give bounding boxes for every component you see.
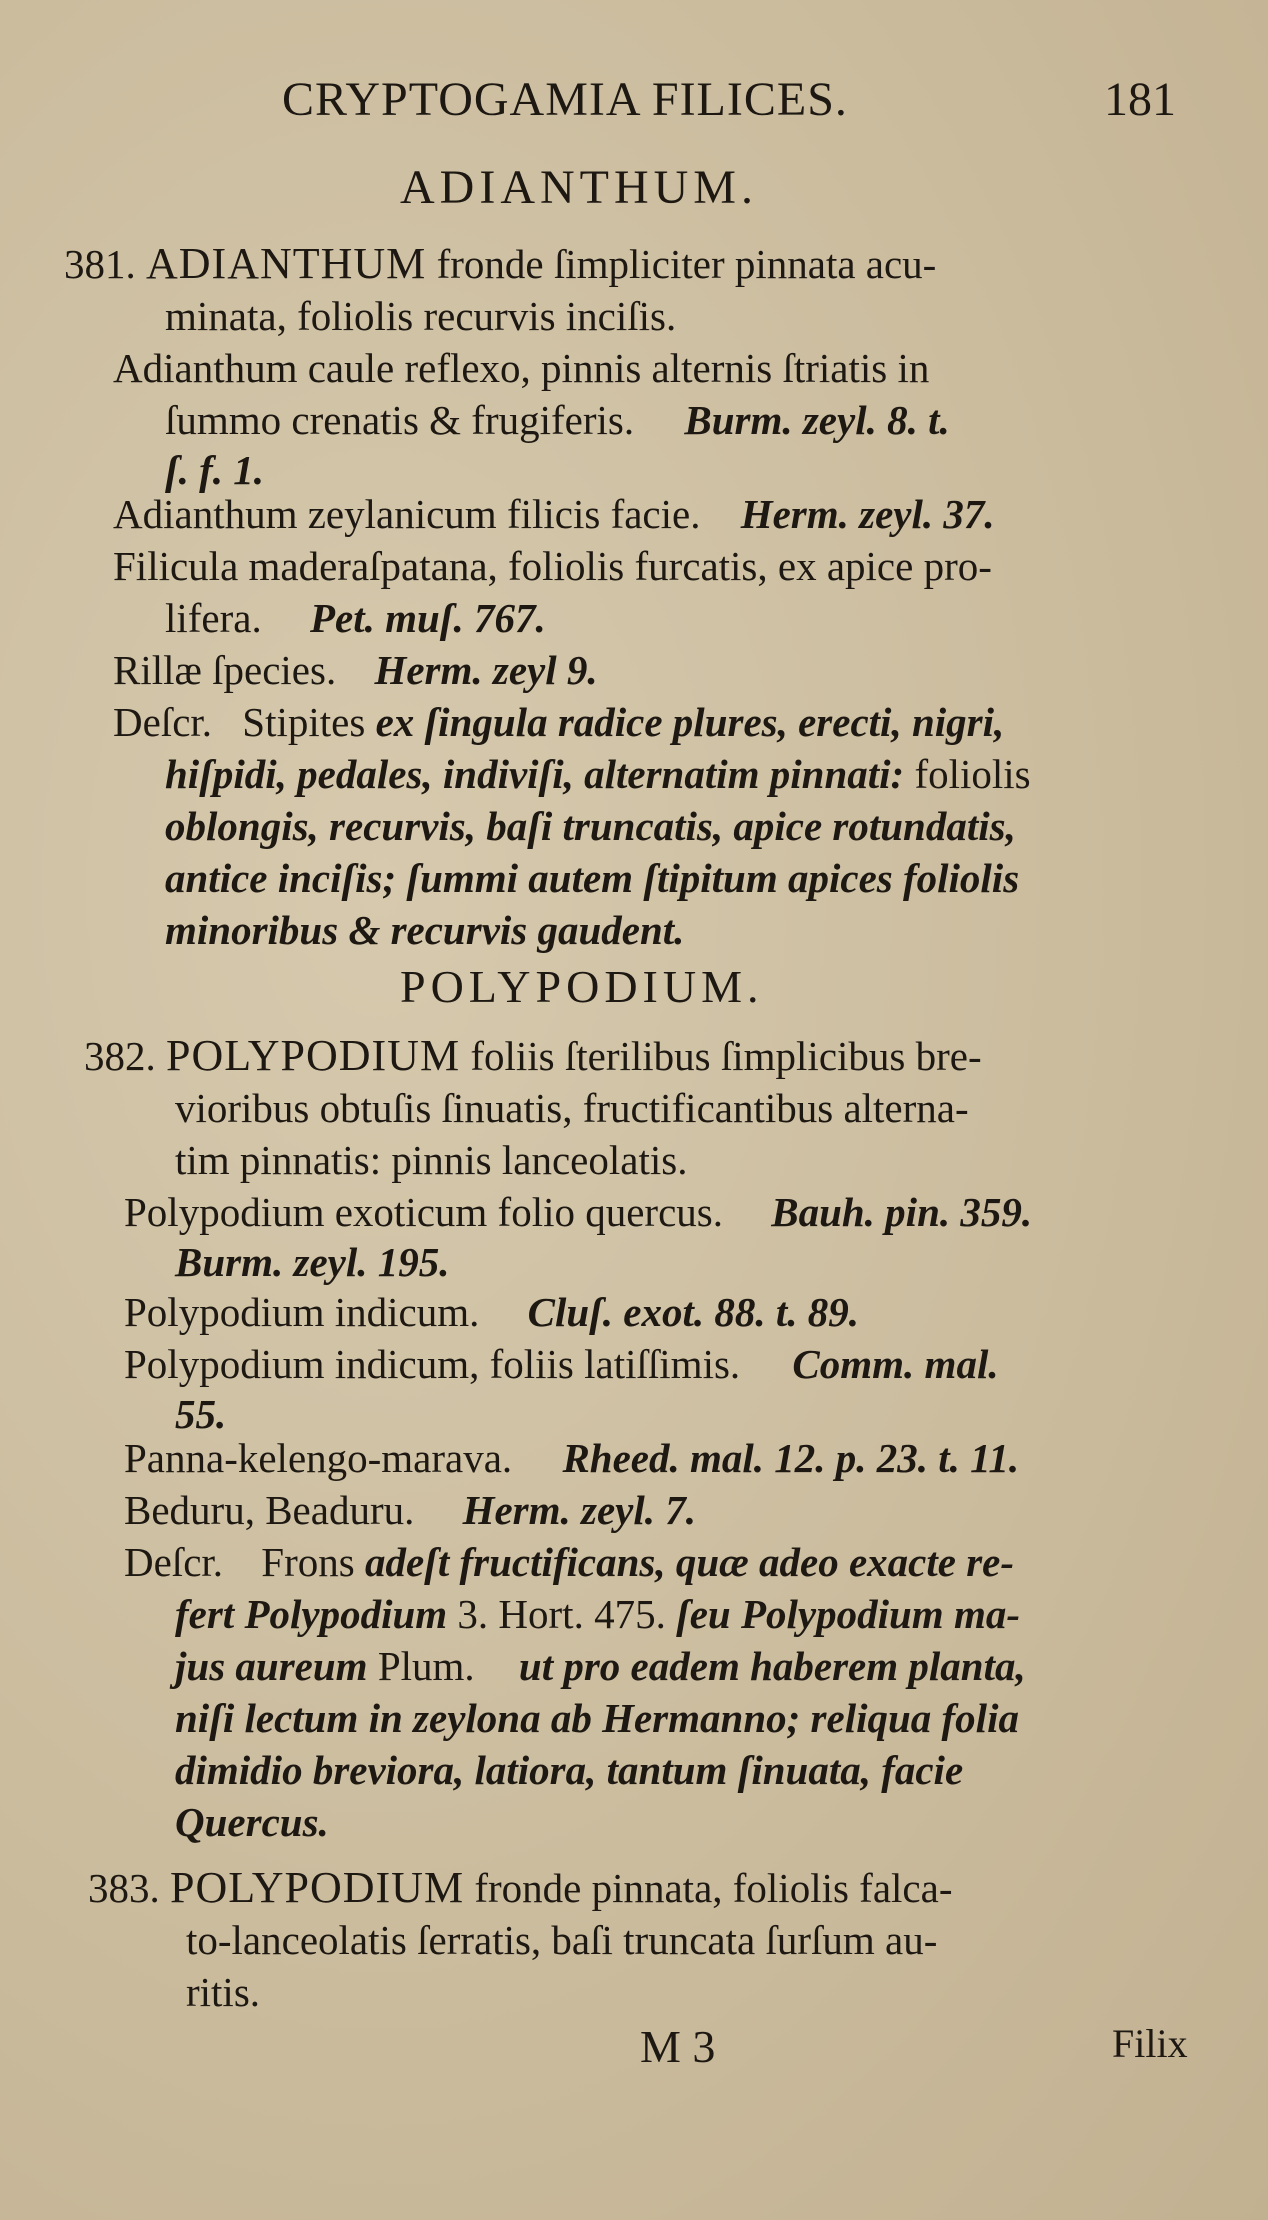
entry-number: 382.: [84, 1033, 156, 1079]
synonym-line: Adianthum caule reflexo, pinnis alternis ſtriatis in: [113, 345, 930, 391]
description-label: Deſcr.: [113, 699, 213, 745]
diagnosis-line: ritis.: [186, 1969, 261, 2015]
description-line: niſi lectum in zeylona ab Hermanno; reliqua folia: [175, 1695, 1019, 1741]
description-line: dimidio breviora, latiora, tantum ſinuata, facie: [175, 1747, 964, 1793]
description-text: jus aureum: [175, 1643, 368, 1689]
synonym-line: [113, 644, 598, 696]
diagnosis-line: vioribus obtuſis ſinuatis, fructificantibus alterna-: [175, 1085, 969, 1131]
running-title: CRYPTOGAMIA FILICES.: [282, 73, 848, 126]
description-text: 3. Hort. 475.: [457, 1591, 666, 1637]
synonym-text: Polypodium indicum.: [124, 1289, 480, 1335]
citation-continued: 55.: [175, 1391, 227, 1437]
entry-383-line-1: [88, 1862, 952, 1914]
diagnosis-text: fronde ſimpliciter pinnata acu-: [436, 241, 937, 287]
entry-name: POLYPODIUM: [170, 1863, 465, 1912]
synonym-line: [165, 592, 546, 644]
catchword: Filix: [1112, 2021, 1188, 2066]
synonym-line: [113, 488, 995, 540]
synonym-line: [165, 394, 950, 446]
citation: Pet. muſ. 767.: [309, 595, 546, 641]
citation: Herm. zeyl 9.: [374, 647, 598, 693]
citation: Bauh. pin. 359.: [771, 1189, 1033, 1235]
diagnosis-line: to-lanceolatis ſerratis, baſi truncata ſurſum au-: [186, 1917, 938, 1963]
genus-heading-adianthum: ADIANTHUM.: [400, 161, 758, 214]
synonym-line: Filicula maderaſpatana, foliolis furcatis, ex apice pro-: [113, 543, 992, 589]
citation-continued: Burm. zeyl. 195.: [175, 1239, 450, 1285]
citation: Burm. zeyl. 8. t.: [684, 397, 950, 443]
diagnosis-text: fronde pinnata, foliolis falca-: [474, 1865, 953, 1911]
synonym-line: [124, 1484, 696, 1536]
description-text: Plum.: [377, 1643, 475, 1689]
entry-name: ADIANTHUM: [146, 239, 427, 288]
description-text: adeſt fructificans, quæ adeo exacte re-: [364, 1539, 1015, 1585]
diagnosis-text: foliis ſterilibus ſimplicibus bre-: [470, 1033, 982, 1079]
description-text: Frons: [261, 1539, 355, 1585]
genus-heading-polypodium: POLYPODIUM.: [400, 961, 764, 1012]
description-line: antice inciſis; ſummi autem ſtipitum apices foliolis: [165, 855, 1020, 901]
description-line: minoribus & recurvis gaudent.: [165, 907, 685, 953]
citation: Comm. mal.: [792, 1341, 999, 1387]
synonym-text: Polypodium exoticum folio quercus.: [124, 1189, 723, 1235]
citation: Cluſ. exot. 88. t. 89.: [527, 1289, 860, 1335]
citation: Rheed. mal. 12. p. 23. t. 11.: [562, 1435, 1020, 1481]
citation: Herm. zeyl. 37.: [740, 491, 995, 537]
citation: Herm. zeyl. 7.: [462, 1487, 697, 1533]
description-text: hiſpidi, pedales, indiviſi, alternatim pinnati:: [165, 751, 905, 797]
description-label: Deſcr.: [124, 1539, 224, 1585]
entry-number: 383.: [88, 1865, 160, 1911]
synonym-line: [124, 1432, 1019, 1484]
synonym-text: Polypodium indicum, foliis latiſſimis.: [124, 1341, 741, 1387]
diagnosis-line: tim pinnatis: pinnis lanceolatis.: [175, 1137, 688, 1183]
description-line: Quercus.: [175, 1799, 329, 1845]
description-line: [124, 1536, 1014, 1588]
page-number: 181: [1104, 73, 1176, 126]
synonym-line: [124, 1338, 999, 1390]
entry-number: 381.: [64, 241, 136, 287]
synonym-text: Adianthum zeylanicum filicis facie.: [113, 491, 701, 537]
synonym-text: Panna-kelengo-marava.: [124, 1435, 513, 1481]
synonym-text: ſummo crenatis & frugiferis.: [165, 397, 635, 443]
description-text: fert Polypodium: [175, 1591, 448, 1637]
description-text: Stipites: [242, 699, 366, 745]
synonym-text: lifera.: [165, 595, 262, 641]
citation-continued: ſ. f. 1.: [165, 447, 265, 493]
description-line: [175, 1588, 1020, 1640]
description-line: oblongis, recurvis, baſi truncatis, apice rotundatis,: [165, 803, 1016, 849]
description-text: ſeu Polypodium ma-: [676, 1591, 1020, 1637]
description-line: [175, 1640, 1026, 1692]
description-line: [113, 696, 1004, 748]
synonym-line: [124, 1286, 859, 1338]
description-line: [165, 748, 1031, 800]
synonym-text: Rillæ ſpecies.: [113, 647, 337, 693]
synonym-line: [124, 1186, 1032, 1238]
signature-mark: M 3: [640, 2021, 716, 2072]
diagnosis-line: minata, foliolis recurvis inciſis.: [165, 293, 677, 339]
entry-name: POLYPODIUM: [166, 1031, 461, 1080]
description-text: foliolis: [914, 751, 1031, 797]
description-text: ut pro eadem haberem planta,: [518, 1643, 1026, 1689]
description-text: ex ſingula radice plures, erecti, nigri,: [375, 699, 1005, 745]
entry-382-line-1: [84, 1030, 982, 1082]
synonym-text: Beduru, Beaduru.: [124, 1487, 415, 1533]
entry-381-line-1: [64, 238, 936, 290]
